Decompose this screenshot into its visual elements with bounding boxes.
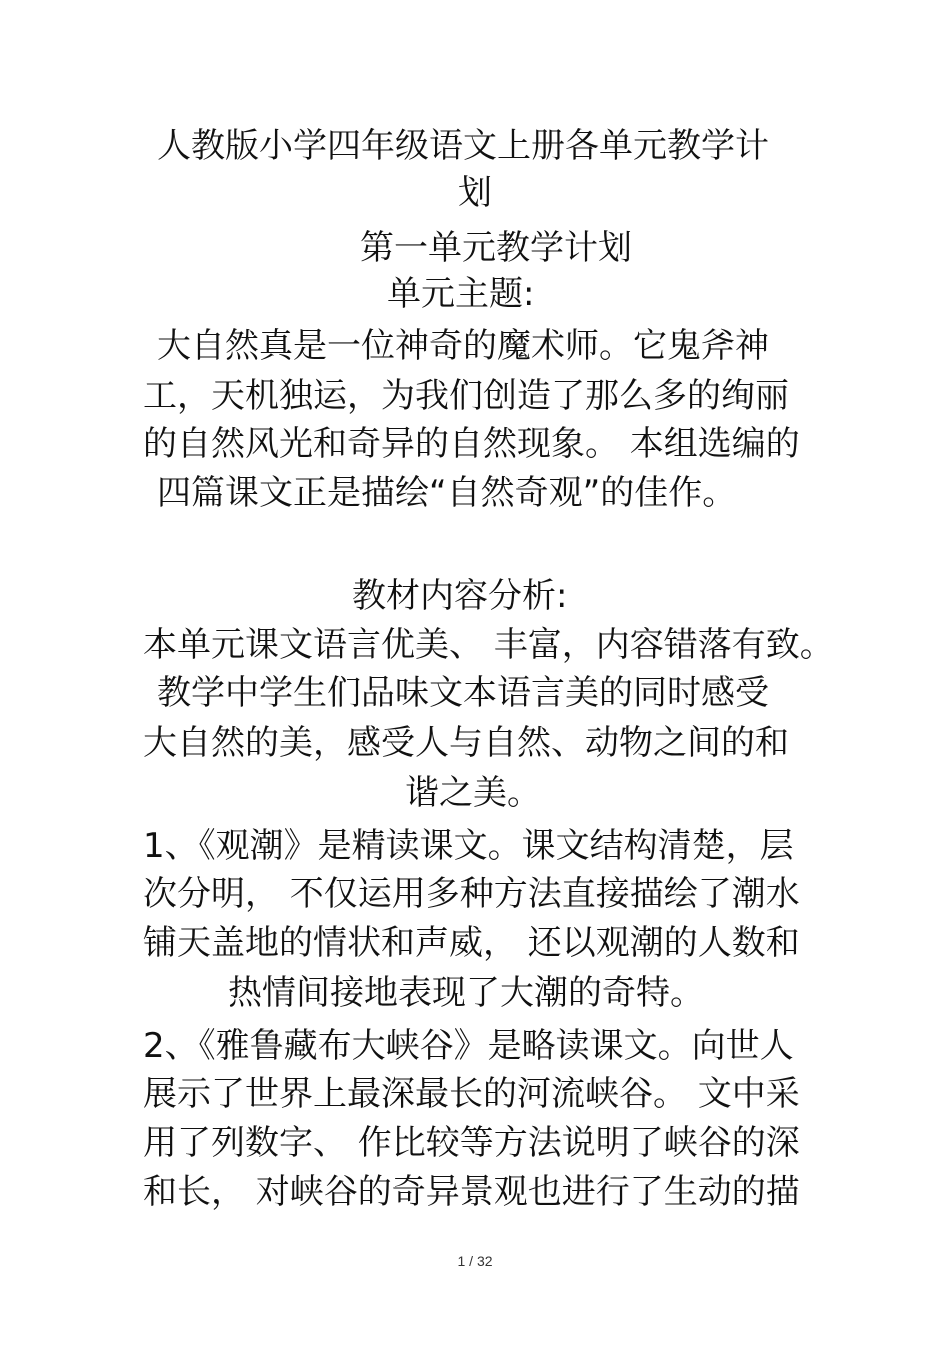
item1-line-2: 次分明， 不仅运用多种方法直接描绘了潮水 bbox=[143, 874, 800, 914]
analysis-heading: 教材内容分析: bbox=[352, 576, 568, 616]
analysis-line-1: 本单元课文语言优美、 丰富，内容错落有致。 bbox=[143, 625, 834, 665]
title-line-1: 人教版小学四年级语文上册各单元教学计 bbox=[157, 126, 769, 166]
item2-line-3: 用了列数字、 作比较等方法说明了峡谷的深 bbox=[143, 1123, 800, 1163]
item1-line-4: 热情间接地表现了大潮的奇特。 bbox=[228, 973, 704, 1013]
item2-line-1: 2、《雅鲁藏布大峡谷》是略读课文。向世人 bbox=[143, 1026, 794, 1066]
page-indicator: 1 / 32 bbox=[457, 1253, 493, 1269]
analysis-line-3: 大自然的美，感受人与自然、动物之间的和 bbox=[143, 723, 789, 763]
theme-line-4: 四篇课文正是描绘“自然奇观”的佳作。 bbox=[157, 473, 737, 513]
item2-line-4: 和长， 对峡谷的奇异景观也进行了生动的描 bbox=[143, 1172, 800, 1212]
title-line-2: 划 bbox=[458, 173, 492, 213]
theme-line-3: 的自然风光和奇异的自然现象。 本组选编的 bbox=[143, 424, 800, 464]
item1-line-3: 铺天盖地的情状和声威， 还以观潮的人数和 bbox=[143, 923, 800, 963]
item1-line-1: 1、《观潮》是精读课文。课文结构清楚，层 bbox=[143, 826, 794, 866]
item2-line-2: 展示了世界上最深最长的河流峡谷。 文中采 bbox=[143, 1074, 800, 1114]
theme-line-2: 工，天机独运，为我们创造了那么多的绚丽 bbox=[143, 376, 789, 416]
theme-line-1: 大自然真是一位神奇的魔术师。它鬼斧神 bbox=[157, 326, 769, 366]
analysis-line-4: 谐之美。 bbox=[405, 773, 541, 813]
unit-heading: 第一单元教学计划 bbox=[360, 228, 632, 268]
analysis-line-2: 教学中学生们品味文本语言美的同时感受 bbox=[157, 673, 769, 713]
theme-heading: 单元主题: bbox=[387, 274, 535, 314]
